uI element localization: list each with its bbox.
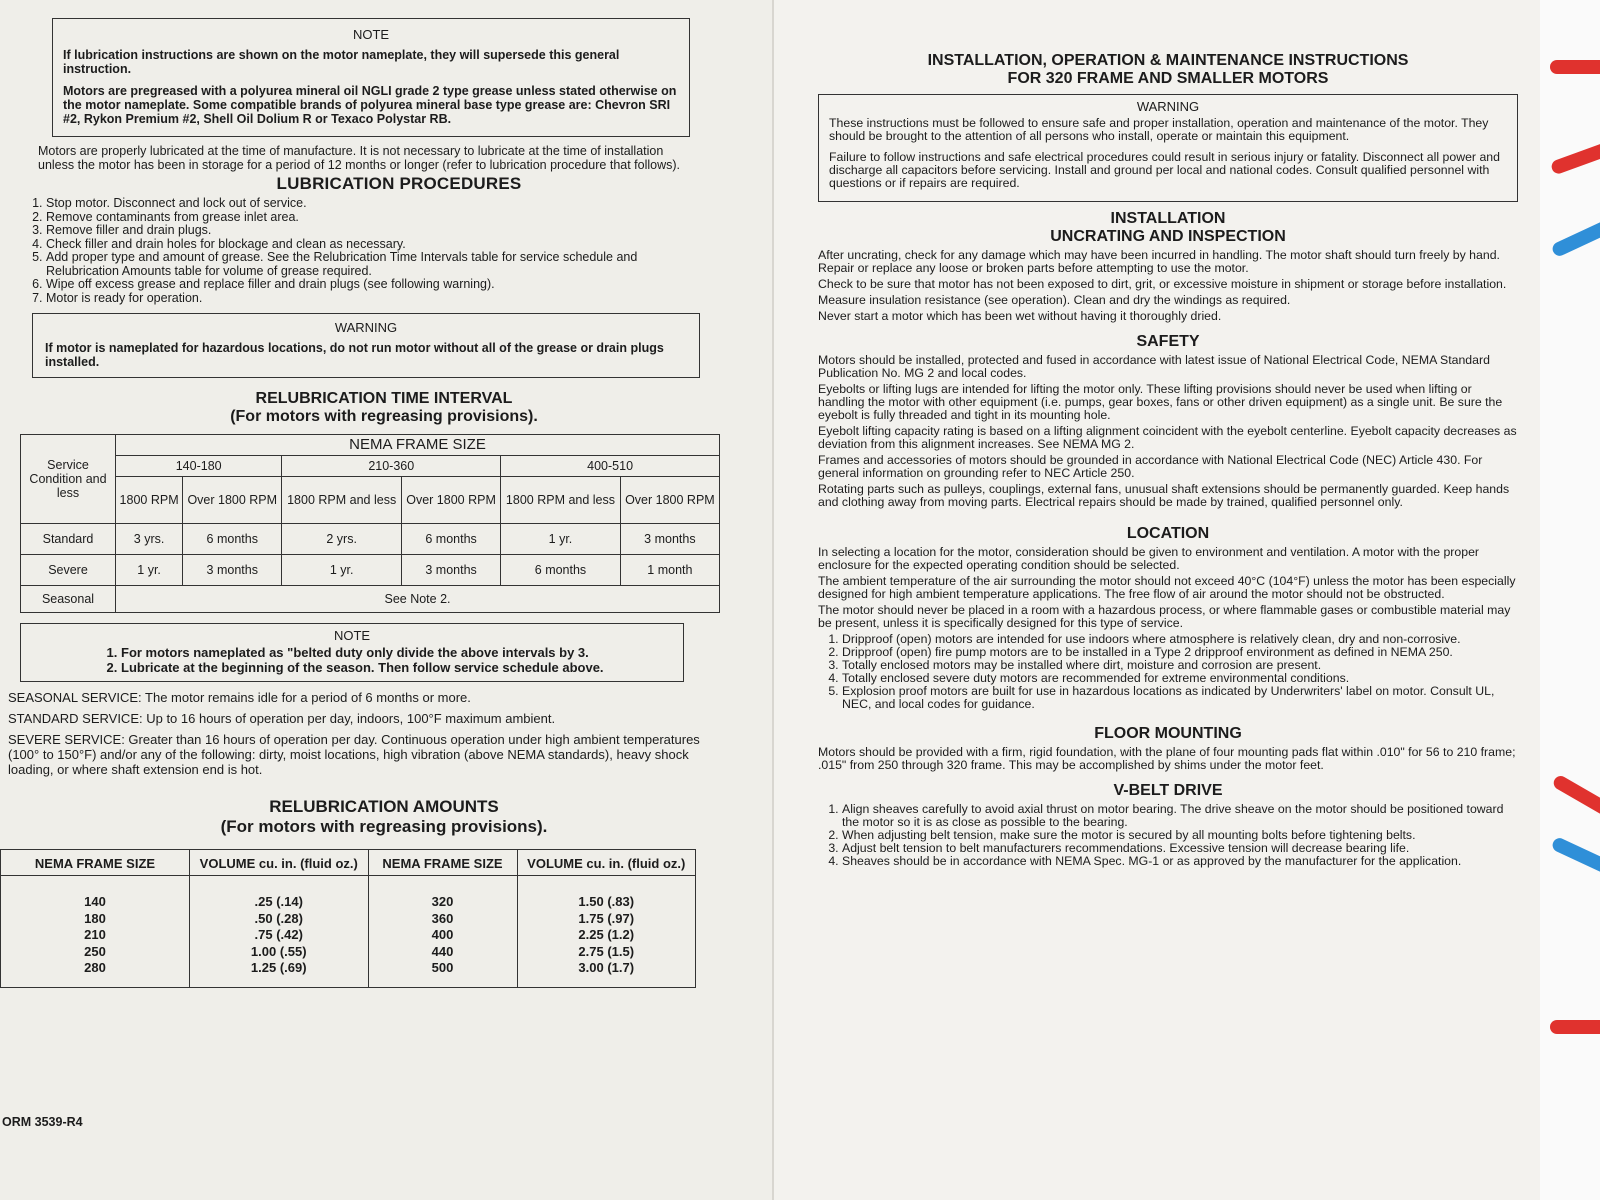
uncrating-paragraph: After uncrating, check for any damage which may have been incurred in handling. The motor shaft should turn freely by hand. Repair or replace any loose or broken parts before attempting to use the motor. xyxy=(818,248,1500,275)
rpm-header: Over 1800 RPM xyxy=(620,477,719,524)
decorative-stripe xyxy=(1550,836,1600,878)
amounts-header: VOLUME cu. in. (fluid oz.) xyxy=(190,850,369,876)
table-cell: 3 months xyxy=(620,524,719,555)
table-cell: 180 xyxy=(1,911,190,928)
warning-text: If motor is nameplated for hazardous locations, do not run motor without all of the grease or drain plugs installed. xyxy=(45,341,664,369)
frame-range: 210-360 xyxy=(282,456,501,477)
table-cell: 440 xyxy=(368,944,517,961)
seasonal-service-text: SEASONAL SERVICE: The motor remains idle for a period of 6 months or more. xyxy=(8,690,471,705)
list-item: 2. Dripproof (open) fire pump motors are to be installed in a Type 2 dripproof environment as defined in NEMA 250. xyxy=(842,646,1518,659)
vbelt-list xyxy=(818,803,1518,868)
vbelt-title: V-BELT DRIVE xyxy=(1113,782,1223,799)
table-cell: 1 yr. xyxy=(501,524,621,555)
warning-paragraph: These instructions must be followed to ensure safe and proper installation, operation and maintenance of the motor. They should be brought to the attention of all persons who install, operate or maintain this equipment. xyxy=(829,116,1489,143)
table-cell: 2.75 (1.5) xyxy=(578,943,635,959)
installation-title: INSTALLATION xyxy=(1110,210,1226,227)
table-cell: .50 (.28) xyxy=(190,911,369,928)
safety-paragraph: Eyebolts or lifting lugs are intended for lifting the motor only. These lifting provisions should never be used when lifting or handling the motor with other equipment (i.e. pumps, gear boxes, fans or other driven equipment) as a single unit. Be sure the eyebolt is fully threaded and tight in its mounting hole. xyxy=(818,382,1503,422)
table-cell: 3 months xyxy=(183,555,282,586)
list-item: 2. Lubricate at the beginning of the season. Then follow service schedule above. xyxy=(121,660,673,675)
list-item: 3. Remove filler and drain plugs. xyxy=(46,224,700,238)
table-cell: 2 yrs. xyxy=(282,524,402,555)
amounts-title: RELUBRICATION AMOUNTS xyxy=(269,797,499,816)
decorative-stripe xyxy=(1550,60,1600,74)
warning-title: WARNING xyxy=(334,320,398,335)
document-title: INSTALLATION, OPERATION & MAINTENANCE INSTRUCTIONS xyxy=(927,52,1409,69)
safety-paragraph: Eyebolt lifting capacity rating is based on a lifting alignment coincident with the eyebolt centerline. Eyebolt capacity decreases as deviation from this alignment increases. See NEMA MG 2. xyxy=(818,424,1517,451)
table-row xyxy=(21,586,720,613)
table-row xyxy=(1,960,696,987)
location-list xyxy=(818,633,1518,711)
table-cell: 360 xyxy=(368,911,517,928)
uncrating-title: UNCRATING AND INSPECTION xyxy=(1050,228,1286,245)
warning-box-left xyxy=(32,313,700,378)
table-row xyxy=(1,944,696,961)
note-paragraph: If lubrication instructions are shown on the motor nameplate, they will supersede this general instruction. xyxy=(63,48,620,76)
interval-title: RELUBRICATION TIME INTERVAL xyxy=(255,390,513,407)
note-list xyxy=(31,645,673,675)
nema-frame-size-header: NEMA FRAME SIZE xyxy=(116,435,720,456)
table-cell: 1 yr. xyxy=(116,555,183,586)
document-subtitle: FOR 320 FRAME AND SMALLER MOTORS xyxy=(1007,70,1329,87)
list-item: 5. Explosion proof motors are built for use in hazardous locations as indicated by Underwriters' label on motor. Consult UL, NEC, and local codes for guidance. xyxy=(842,685,1518,711)
lubrication-procedures-list xyxy=(18,197,700,305)
location-paragraph: The motor should never be placed in a room with a hazardous process, or where flammable gases or combustible material may be present, unless it is specifically designed for this type of service. xyxy=(818,603,1511,630)
note-title: NOTE xyxy=(333,628,371,643)
floor-mounting-paragraph: Motors should be provided with a firm, rigid foundation, with the plane of four mounting pads flat within .010" for 56 to 210 frame; .015" from 250 through 320 frame. This may be accomplished by shims under the motor feet. xyxy=(818,745,1516,772)
table-cell: 2.25 (1.2) xyxy=(578,927,635,942)
table-cell: 3.00 (1.7) xyxy=(578,960,635,975)
list-item: 1. Align sheaves carefully to avoid axial thrust on motor bearing. The drive sheave on the motor should be positioned toward the motor so it is as close as possible to the bearing. xyxy=(842,803,1518,829)
table-cell: 1 yr. xyxy=(282,555,402,586)
list-item: 2. Remove contaminants from grease inlet area. xyxy=(46,211,700,225)
location-title: LOCATION xyxy=(1126,525,1210,542)
list-item: 2. When adjusting belt tension, make sure the motor is secured by all mounting bolts before tightening belts. xyxy=(842,829,1518,842)
standard-service-text: STANDARD SERVICE: Up to 16 hours of operation per day, indoors, 100°F maximum ambient. xyxy=(8,711,556,726)
list-item: 3. Totally enclosed motors may be installed where dirt, moisture and corrosion are present. xyxy=(842,659,1518,672)
table-cell: .75 (.42) xyxy=(190,927,369,944)
lubricated-paragraph: Motors are properly lubricated at the time of manufacture. It is not necessary to lubricate at the time of installation unless the motor has been in storage for a period of 12 months or longer (refer to lubrication procedure that follows). xyxy=(38,144,681,172)
row-label: Severe xyxy=(21,555,116,586)
service-condition-header: Service Condition and less xyxy=(21,435,116,524)
table-row xyxy=(21,555,720,586)
table-cell: 140 xyxy=(1,876,190,911)
safety-paragraph: Frames and accessories of motors should be grounded in accordance with National Electrical Code (NEC) Article 430. For general information on grounding refer to NEC Article 250. xyxy=(818,453,1483,480)
table-row xyxy=(1,927,696,944)
table-cell: 6 months xyxy=(183,524,282,555)
frame-range: 400-510 xyxy=(501,456,720,477)
list-item: 6. Wipe off excess grease and replace filler and drain plugs (see following warning). xyxy=(46,278,700,292)
uncrating-paragraph: Check to be sure that motor has not been exposed to dirt, grit, or excessive moisture in shipment or storage before installation. xyxy=(818,277,1507,291)
list-item: 4. Totally enclosed severe duty motors are recommended for extreme environmental conditions. xyxy=(842,672,1518,685)
table-cell: 1.25 (.69) xyxy=(190,960,369,987)
amounts-header: NEMA FRAME SIZE xyxy=(368,850,517,876)
rpm-header: 1800 RPM and less xyxy=(501,477,621,524)
background-packaging xyxy=(1540,0,1600,1200)
interval-table xyxy=(20,434,720,613)
amounts-table xyxy=(0,849,696,988)
list-item: 4. Sheaves should be in accordance with NEMA Spec. MG-1 or as approved by the manufacturer for the application. xyxy=(842,855,1518,868)
location-paragraph: The ambient temperature of the air surrounding the motor should not exceed 40°C (104°F) unless the motor has been especially designed for high ambient temperature applications. The free flow of air around the motor should not be obstructed. xyxy=(818,574,1516,601)
table-cell: .25 (.14) xyxy=(190,876,369,911)
rpm-header: Over 1800 RPM xyxy=(183,477,282,524)
interval-subtitle: (For motors with regreasing provisions). xyxy=(230,408,538,425)
safety-paragraph: Rotating parts such as pulleys, couplings, external fans, unusual shaft extensions should be permanently guarded. Keep hands and clothing away from moving parts. Electrical repairs should be made by trained, qualified personnel only. xyxy=(818,482,1510,509)
warning-box-right xyxy=(818,94,1518,202)
warning-title: WARNING xyxy=(1136,99,1200,114)
list-item: 1. For motors nameplated as "belted duty only divide the above intervals by 3. xyxy=(121,645,673,660)
note-title: NOTE xyxy=(352,27,390,42)
table-cell: 3 months xyxy=(401,555,500,586)
table-row xyxy=(1,876,696,911)
service-definitions xyxy=(8,690,700,777)
rpm-header: 1800 RPM xyxy=(116,477,183,524)
row-label: Seasonal xyxy=(21,586,116,613)
row-label: Standard xyxy=(21,524,116,555)
uncrating-paragraph: Measure insulation resistance (see operation). Clean and dry the windings as required. xyxy=(818,293,1291,307)
table-cell: 280 xyxy=(1,960,190,987)
note-box-top xyxy=(52,18,690,137)
list-item: 1. Dripproof (open) motors are intended for use indoors where atmosphere is relatively clean, dry and non-corrosive. xyxy=(842,633,1518,646)
table-row xyxy=(21,524,720,555)
warning-paragraph: Failure to follow instructions and safe electrical procedures could result in serious injury or fatality. Disconnect all power and discharge all capacitors before servicing. Install and ground per local and national codes. Consult qualified personnel with questions or if repairs are required. xyxy=(829,150,1500,190)
list-item: 1. Stop motor. Disconnect and lock out of service. xyxy=(46,197,700,211)
decorative-stripe xyxy=(1551,773,1600,820)
decorative-stripe xyxy=(1550,138,1600,175)
table-cell: 1.00 (.55) xyxy=(190,944,369,961)
decorative-stripe xyxy=(1550,1020,1600,1034)
amounts-header: NEMA FRAME SIZE xyxy=(1,850,190,876)
left-page xyxy=(0,0,774,1200)
amounts-subtitle: (For motors with regreasing provisions). xyxy=(220,817,548,836)
table-cell: 3 yrs. xyxy=(116,524,183,555)
table-row xyxy=(1,911,696,928)
frame-range: 140-180 xyxy=(116,456,282,477)
seasonal-note: See Note 2. xyxy=(116,586,720,613)
table-cell: 320 xyxy=(368,876,517,911)
table-cell: 400 xyxy=(368,927,517,944)
list-item: 3. Adjust belt tension to belt manufacturers recommendations. Excessive tension will decrease bearing life. xyxy=(842,842,1518,855)
table-cell: 500 xyxy=(368,960,517,987)
uncrating-paragraph: Never start a motor which has been wet without having it thoroughly dried. xyxy=(818,309,1222,323)
list-item: 7. Motor is ready for operation. xyxy=(46,292,700,306)
table-cell: 250 xyxy=(1,944,190,961)
note-paragraph: Motors are pregreased with a polyurea mineral oil NGLI grade 2 type grease unless stated otherwise on the motor nameplate. Some compatible brands of polyurea mineral base type grease are: Chevron SRI #2, Rykon Premium #2, Shell Oil Dolium R or Texaco Polystar RB. xyxy=(63,84,677,126)
list-item: 5. Add proper type and amount of grease. See the Relubrication Time Intervals table for service schedule and Relubrication Amounts table for volume of grease required. xyxy=(46,251,700,278)
amounts-header: VOLUME cu. in. (fluid oz.) xyxy=(517,850,696,876)
table-cell: 1.50 (.83) xyxy=(578,894,635,909)
rpm-header: Over 1800 RPM xyxy=(401,477,500,524)
decorative-stripe xyxy=(1550,216,1600,258)
severe-service-text: SEVERE SERVICE: Greater than 16 hours of operation per day. Continuous operation under high ambient temperatures (100° to 150°F) and/or any of the following: dirty, moist locations, high vibration (above NEMA standards), heavy shock loading, or where shaft extension end is hot. xyxy=(8,732,700,777)
list-item: 4. Check filler and drain holes for blockage and clean as necessary. xyxy=(46,238,700,252)
rpm-header: 1800 RPM and less xyxy=(282,477,402,524)
note-box-bottom xyxy=(20,623,684,682)
table-cell: 1 month xyxy=(620,555,719,586)
table-cell: 1.75 (.97) xyxy=(578,910,635,926)
table-cell: 6 months xyxy=(501,555,621,586)
location-paragraph: In selecting a location for the motor, consideration should be given to environment and ventilation. A motor with the proper enclosure for the expected operating condition should be selected. xyxy=(818,545,1480,572)
right-page xyxy=(772,0,1540,1200)
form-number: ORM 3539-R4 xyxy=(2,1115,83,1129)
floor-mounting-title: FLOOR MOUNTING xyxy=(1094,725,1242,742)
table-cell: 210 xyxy=(1,927,190,944)
lubrication-procedures-title: LUBRICATION PROCEDURES xyxy=(276,174,522,193)
safety-paragraph: Motors should be installed, protected and fused in accordance with latest issue of National Electrical Code, NEMA Standard Publication No. MG 2 and local codes. xyxy=(818,353,1490,380)
table-cell: 6 months xyxy=(401,524,500,555)
safety-title: SAFETY xyxy=(1136,333,1200,350)
